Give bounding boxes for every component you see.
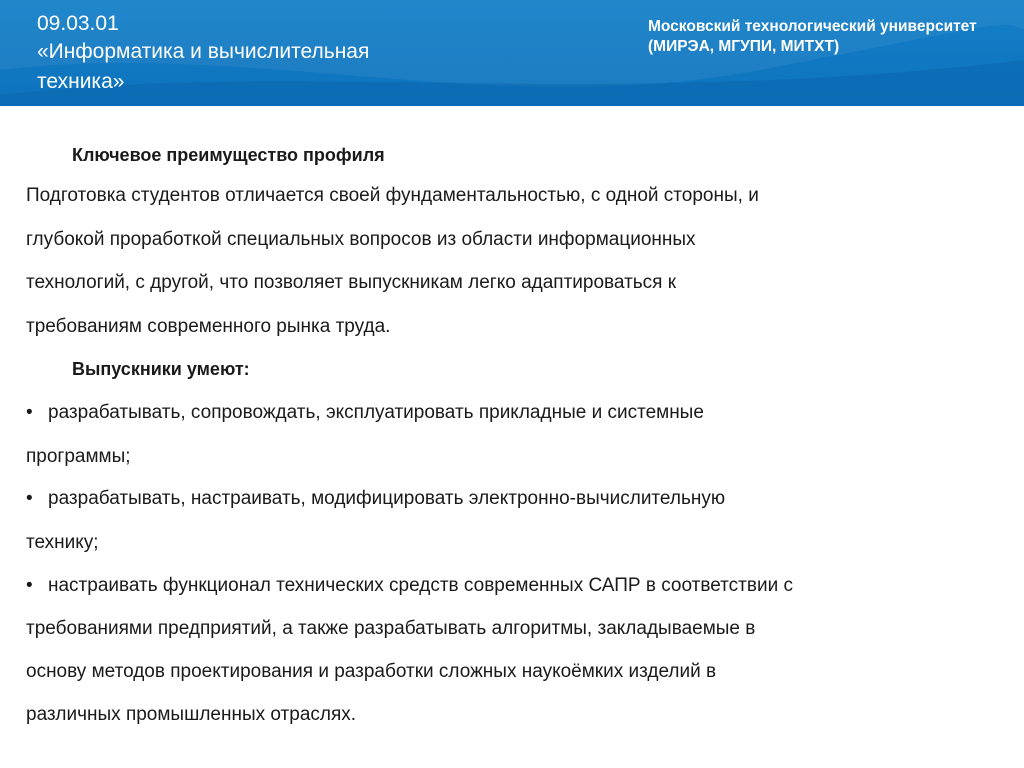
paragraph-line: требованиям современного рынка труда. <box>26 316 391 337</box>
paragraph-line: Подготовка студентов отличается своей фундаментальностью, с одной стороны, и <box>26 185 759 206</box>
paragraph-line: технологий, с другой, что позволяет выпускникам легко адаптироваться к <box>26 272 677 293</box>
bullet-item <box>26 488 725 510</box>
bullet-text: настраивать функционал технических средств современных САПР в соответствии с <box>48 575 793 596</box>
university-abbreviations: (МИРЭА, МГУПИ, МИТХТ) <box>648 38 840 55</box>
bullet-continuation: технику; <box>26 532 99 553</box>
bullet-icon: • <box>26 402 33 423</box>
paragraph-line: глубокой проработкой специальных вопросов из области информационных <box>26 229 696 250</box>
bullet-text: разрабатывать, сопровождать, эксплуатировать прикладные и системные <box>48 402 704 423</box>
section-heading-advantage: Ключевое преимущество профиля <box>72 145 385 165</box>
bullet-continuation: программы; <box>26 446 131 467</box>
program-name-line1: «Информатика и вычислительная <box>37 40 370 63</box>
bullet-text: разрабатывать, настраивать, модифицировать электронно-вычислительную <box>48 488 726 509</box>
bullet-item <box>26 402 704 424</box>
bullet-icon: • <box>26 488 33 509</box>
university-name: Московский технологический университет <box>648 18 977 35</box>
program-code: 09.03.01 <box>37 12 119 35</box>
bullet-item <box>26 575 793 597</box>
bullet-icon: • <box>26 575 33 596</box>
bullet-continuation: различных промышленных отраслях. <box>26 704 357 725</box>
bullet-continuation: требованиями предприятий, а также разрабатывать алгоритмы, закладываемые в <box>26 618 756 639</box>
program-name-line2: техника» <box>37 70 125 93</box>
section-heading-graduates: Выпускники умеют: <box>72 359 250 379</box>
header-banner <box>0 0 1024 106</box>
bullet-continuation: основу методов проектирования и разработки сложных наукоёмких изделий в <box>26 661 717 682</box>
